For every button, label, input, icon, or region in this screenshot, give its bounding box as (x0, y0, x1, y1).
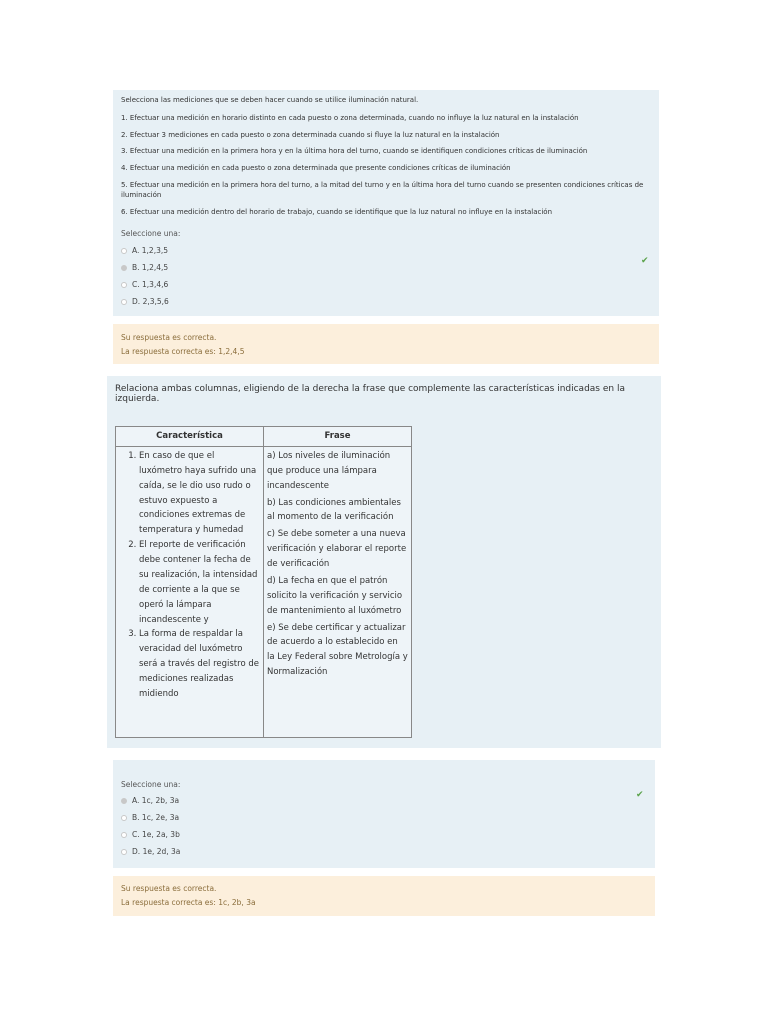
correct-check-icon: ✔ (641, 256, 649, 266)
option-c[interactable] (121, 826, 647, 843)
question-1-panel (113, 90, 659, 316)
phrase-item: b) Las condiciones ambientales al momento de la verificación (267, 497, 401, 523)
question-2-feedback (113, 876, 655, 916)
option-letter: C. (132, 830, 140, 839)
question-1-item: 5. Efectuar una medición en la primera hora del turno, a la mitad del turno y en la última hora del turno cuando se presenten condiciones críticas de iluminación (121, 180, 644, 199)
select-one-label: Seleccione una: (121, 229, 181, 239)
radio-button-selected[interactable] (121, 265, 127, 271)
option-letter: D. (132, 847, 141, 856)
radio-button[interactable] (121, 815, 127, 821)
option-text: 1e, 2d, 3a (142, 847, 181, 856)
answer-options (121, 243, 651, 311)
phrase-item: a) Los niveles de iluminación que produce una lámpara incandescente (267, 450, 391, 491)
option-text: 1c, 2e, 3a (141, 813, 180, 822)
question-1-prompt: Selecciona las mediciones que se deben hacer cuando se utilice iluminación natural. (121, 96, 419, 104)
option-letter: C. (132, 280, 140, 290)
column-header-phrase: Frase (264, 427, 412, 447)
radio-button[interactable] (121, 299, 127, 305)
option-a[interactable] (121, 243, 651, 260)
question-1-item: 3. Efectuar una medición en la primera hora y en la última hora del turno, cuando se identifiquen condiciones críticas de iluminación (121, 147, 588, 156)
phrases-cell (264, 446, 412, 737)
option-letter: D. (132, 297, 141, 307)
option-letter: B. (132, 813, 140, 822)
characteristic-item: 1. En caso de que el luxómetro haya sufrido una caída, se le dio uso rudo o estuvo expuesto a condiciones extremas de temperatura y humedad (139, 449, 260, 538)
question-1-item: 2. Efectuar 3 mediciones en cada puesto o zona determinada cuando si fluye la luz natural en la instalación (121, 130, 500, 139)
option-b[interactable] (121, 809, 647, 826)
radio-button[interactable] (121, 282, 127, 288)
option-a[interactable] (121, 792, 647, 809)
question-1-item: 6. Efectuar una medición dentro del horario de trabajo, cuando se identifique que la luz natural no influye en la instalación (121, 207, 553, 216)
option-d[interactable] (121, 294, 651, 311)
characteristic-item: 2. El reporte de verificación debe contener la fecha de su realización, la intensidad de corriente a la que se operó la lámpara incandescente y (139, 538, 260, 627)
feedback-correct-answer: La respuesta correcta es: 1c, 2b, 3a (121, 898, 256, 908)
column-header-characteristic: Característica (116, 427, 264, 447)
correct-check-icon: ✔ (636, 790, 644, 800)
characteristic-item: 3. La forma de respaldar la veracidad del luxómetro será a través del registro de mediciones realizadas midiendo (139, 627, 260, 701)
radio-button[interactable] (121, 849, 127, 855)
question-2-panel (107, 376, 661, 748)
option-text: 2,3,5,6 (142, 297, 169, 307)
option-text: 1,3,4,6 (142, 280, 169, 290)
question-1-item: 4. Efectuar una medición en cada puesto o zona determinada que presente condiciones críticas de iluminación (121, 164, 511, 173)
option-text: 1,2,3,5 (141, 246, 169, 256)
option-c[interactable] (121, 277, 651, 294)
matching-table (115, 426, 412, 738)
question-2-answer-panel (113, 760, 655, 868)
characteristics-cell (116, 446, 264, 737)
feedback-correct-answer: La respuesta correcta es: 1,2,4,5 (121, 347, 245, 357)
phrase-item: d) La fecha en que el patrón solicito la verificación y servicio de mantenimiento al luxómetro (267, 575, 403, 616)
answer-options (121, 792, 647, 860)
question-2-prompt: Relaciona ambas columnas, eligiendo de la derecha la frase que complemente las características indicadas en la izquierda. (115, 384, 625, 404)
radio-button[interactable] (121, 248, 127, 254)
option-b[interactable] (121, 260, 651, 277)
option-text: 1c, 2b, 3a (141, 796, 180, 805)
question-1-feedback (113, 324, 659, 364)
option-text: 1e, 2a, 3b (142, 830, 180, 839)
feedback-status: Su respuesta es correcta. (121, 333, 217, 342)
option-d[interactable] (121, 843, 647, 860)
radio-button-selected[interactable] (121, 798, 127, 804)
question-1-item: 1. Efectuar una medición en horario distinto en cada puesto o zona determinada, cuando no influye la luz natural en la instalación (121, 113, 579, 122)
phrase-item: c) Se debe someter a una nueva verificación y elaborar el reporte de verificación (267, 529, 407, 569)
phrase-item: e) Se debe certificar y actualizar de acuerdo a lo establecido en la Ley Federal sobre Metrología y Normalización (267, 622, 408, 678)
option-letter: A. (132, 246, 140, 256)
radio-button[interactable] (121, 832, 127, 838)
feedback-status: Su respuesta es correcta. (121, 884, 217, 893)
option-letter: B. (132, 263, 140, 273)
option-text: 1,2,4,5 (141, 263, 169, 273)
option-letter: A. (132, 796, 140, 805)
select-one-label: Seleccione una: (121, 780, 181, 789)
